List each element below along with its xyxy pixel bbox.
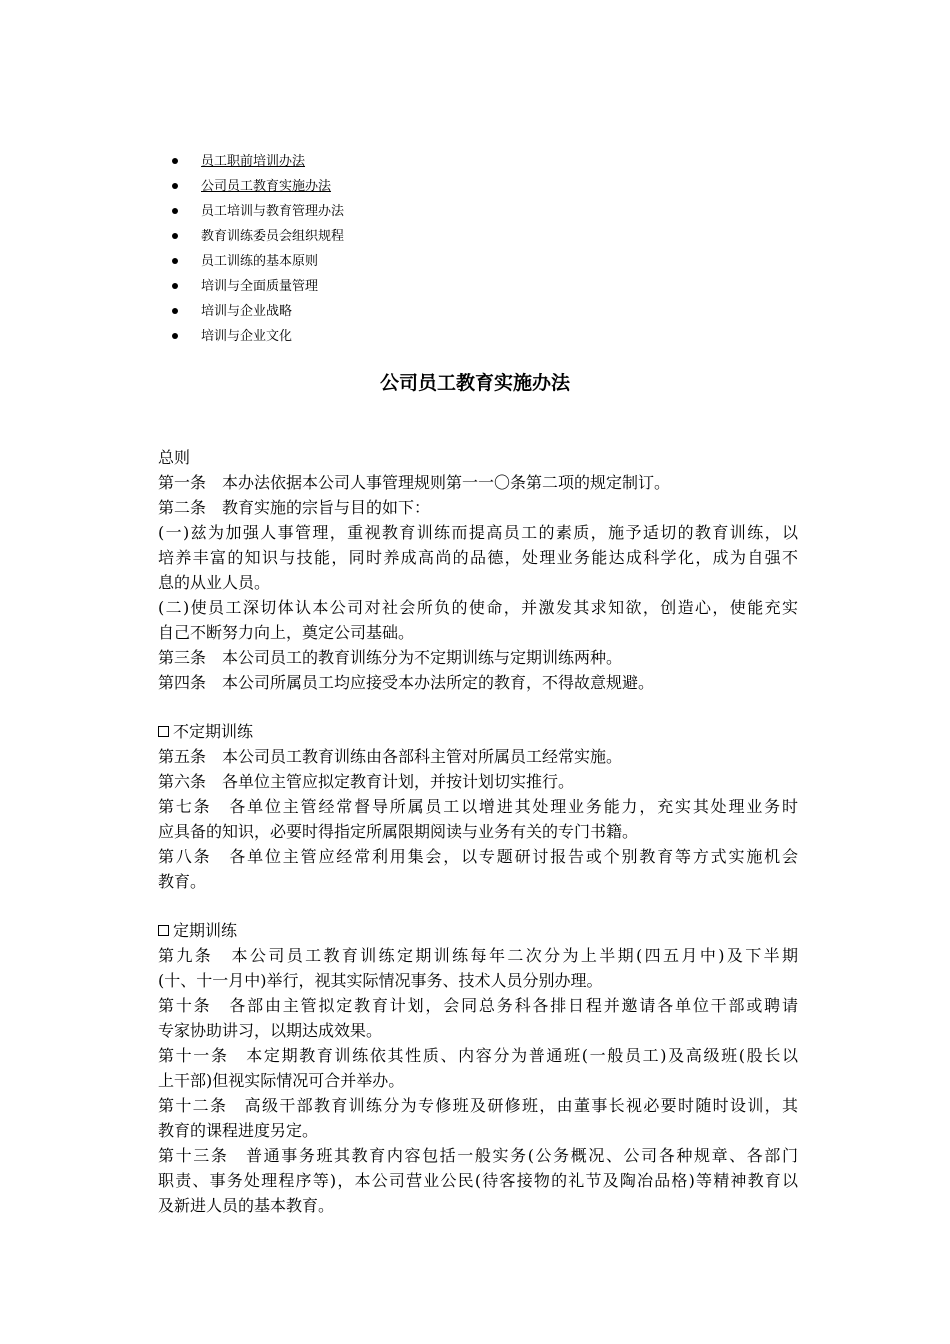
paragraph-line: 培养丰富的知识与技能，同时养成高尚的品德，处理业务能达成科学化，成为自强不 — [158, 548, 798, 567]
paragraph-line: 第七条 各单位主管经常督导所属员工以增进其处理业务能力，充实其处理业务时 — [158, 797, 798, 816]
list-item — [172, 274, 344, 299]
paragraph-line: 第八条 各单位主管应经常利用集会，以专题研讨报告或个别教育等方式实施机会 — [158, 847, 798, 866]
spacer — [158, 695, 798, 719]
section-heading-general: 总则 — [158, 448, 191, 467]
nav-item-training-management: 员工培训与教育管理办法 — [201, 204, 345, 219]
paragraph-line: (一)兹为加强人事管理，重视教育训练而提高员工的素质，施予适切的教育训练，以 — [158, 523, 798, 542]
section-heading-irregular — [158, 719, 798, 744]
nav-item-strategy: 培训与企业战略 — [201, 304, 293, 319]
nav-link-employee-education[interactable]: 公司员工教育实施办法 — [201, 179, 332, 194]
paragraph-line: 应具备的知识，必要时得指定所属限期阅读与业务有关的专门书籍。 — [158, 822, 639, 841]
paragraph-line: 第九条 本公司员工教育训练定期训练每年二次分为上半期(四五月中)及下半期 — [158, 946, 798, 965]
nav-link-pre-employment-training[interactable]: 员工职前培训办法 — [201, 154, 306, 169]
list-item[interactable] — [172, 149, 344, 174]
paragraph-line: 第四条 本公司所属员工均应接受本办法所定的教育，不得故意规避。 — [158, 673, 655, 692]
paragraph-line: 第五条 本公司员工教育训练由各部科主管对所属员工经常实施。 — [158, 747, 623, 766]
paragraph-line: 第三条 本公司员工的教育训练分为不定期训练与定期训练两种。 — [158, 648, 623, 667]
related-docs-list — [172, 149, 344, 349]
list-item[interactable] — [172, 174, 344, 199]
nav-item-committee-rules: 教育训练委员会组织规程 — [201, 229, 345, 244]
list-item — [172, 299, 344, 324]
paragraph-line: 第十一条 本定期教育训练依其性质、内容分为普通班(一般员工)及高级班(股长以 — [158, 1046, 798, 1065]
paragraph-line: 自己不断努力向上，奠定公司基础。 — [158, 623, 415, 642]
bullet-icon — [172, 183, 178, 189]
bullet-icon — [172, 158, 178, 164]
bullet-icon — [172, 233, 178, 239]
paragraph-line: 第十条 各部由主管拟定教育计划，会同总务科各排日程并邀请各单位干部或聘请 — [158, 996, 798, 1015]
paragraph-line: 第十二条 高级干部教育训练分为专修班及研修班，由董事长视必要时随时设训，其 — [158, 1096, 798, 1115]
bullet-icon — [172, 258, 178, 264]
checkbox-square-icon — [158, 726, 169, 737]
section-heading-regular — [158, 918, 798, 943]
nav-item-culture: 培训与企业文化 — [201, 329, 293, 344]
paragraph-line: 职责、事务处理程序等)，本公司营业公民(待客接物的礼节及陶冶品格)等精神教育以 — [158, 1171, 798, 1190]
section-heading-label: 不定期训练 — [173, 722, 254, 741]
paragraph-line: 第六条 各单位主管应拟定教育计划，并按计划切实推行。 — [158, 772, 575, 791]
paragraph-line: 教育。 — [158, 872, 207, 891]
paragraph-line: (二)使员工深切体认本公司对社会所负的使命，并激发其求知欲，创造心，使能充实 — [158, 598, 798, 617]
bullet-icon — [172, 283, 178, 289]
paragraph-line: 教育的课程进度另定。 — [158, 1121, 319, 1140]
list-item — [172, 249, 344, 274]
nav-item-training-principles: 员工训练的基本原则 — [201, 254, 319, 269]
document-body — [158, 445, 798, 1218]
paragraph-line: 息的从业人员。 — [158, 573, 271, 592]
paragraph-line: 第一条 本办法依据本公司人事管理规则第一一〇条第二项的规定制订。 — [158, 473, 671, 492]
list-item — [172, 324, 344, 349]
bullet-icon — [172, 208, 178, 214]
page-title: 公司员工教育实施办法 — [379, 372, 570, 394]
paragraph-line: 专家协助讲习，以期达成效果。 — [158, 1021, 383, 1040]
paragraph-line: 第十三条 普通事务班其教育内容包括一般实务(公务概况、公司各种规章、各部门 — [158, 1146, 798, 1165]
section-heading-label: 定期训练 — [173, 921, 238, 940]
spacer — [158, 894, 798, 918]
bullet-icon — [172, 308, 178, 314]
bullet-icon — [172, 333, 178, 339]
paragraph-line: 上干部)但视实际情况可合并举办。 — [158, 1071, 405, 1090]
list-item — [172, 199, 344, 224]
paragraph-line: 及新进人员的基本教育。 — [158, 1196, 335, 1215]
checkbox-square-icon — [158, 925, 169, 936]
nav-item-tqm: 培训与全面质量管理 — [201, 279, 319, 294]
paragraph-line: 第二条 教育实施的宗旨与目的如下： — [158, 498, 431, 517]
list-item — [172, 224, 344, 249]
paragraph-line: (十、十一月中)举行，视其实际情况事务、技术人员分别办理。 — [158, 971, 603, 990]
